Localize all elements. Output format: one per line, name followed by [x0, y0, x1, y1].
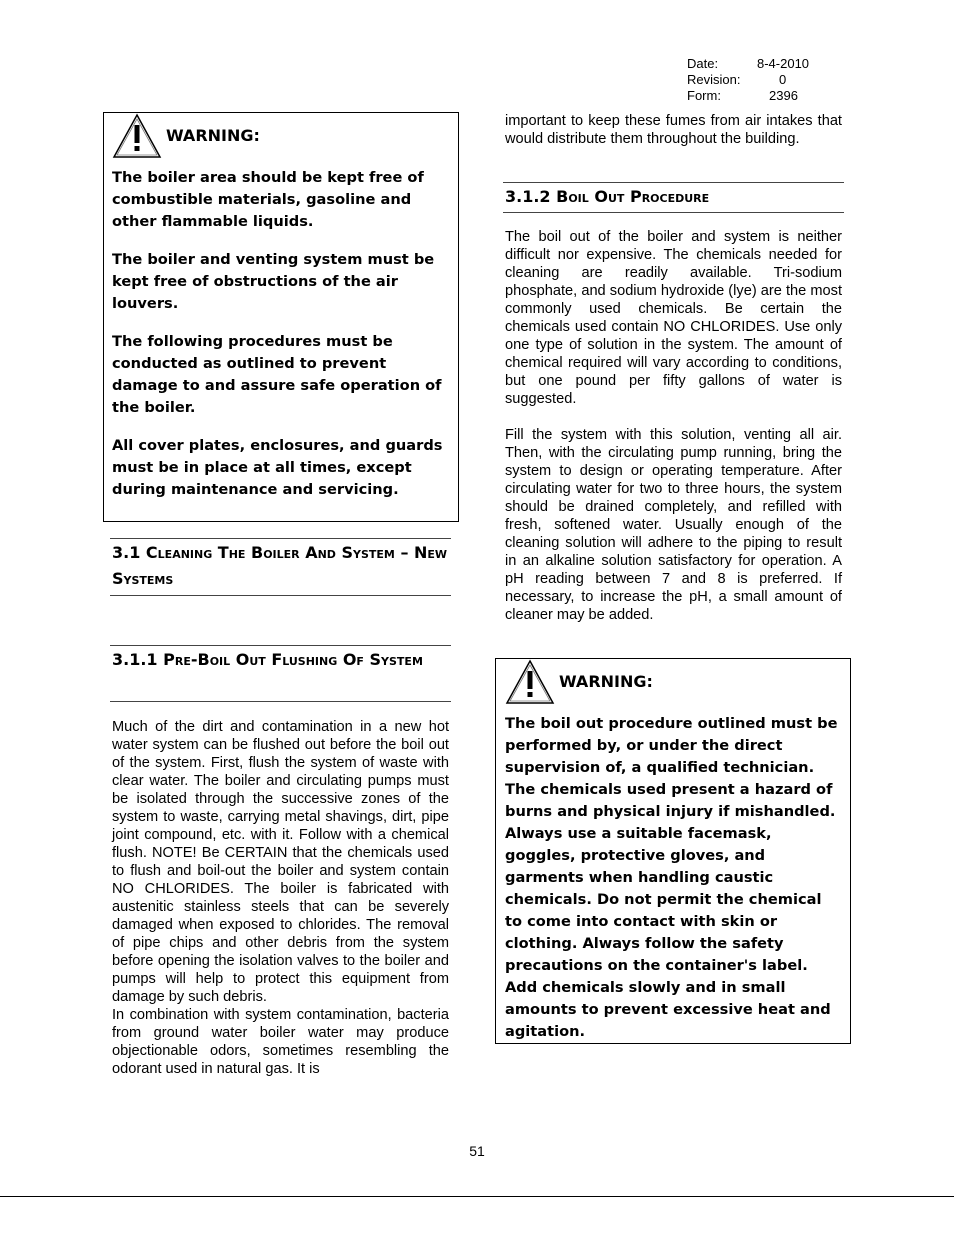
warning-paragraph: The boiler and venting system must be kept free of obstructions of the air louvers.	[112, 251, 435, 312]
footer-rule	[0, 1196, 954, 1197]
section-heading-3-1	[110, 538, 451, 596]
revision-label: Revision:	[687, 72, 741, 87]
section-body-3-1-1	[112, 718, 449, 1078]
section-title: Boil Out Procedure	[556, 187, 710, 206]
date-label: Date:	[687, 56, 719, 71]
page-number: 51	[469, 1143, 485, 1159]
warning-box-general	[103, 112, 459, 522]
section-heading-3-1-2	[503, 182, 844, 213]
document-header	[687, 56, 827, 104]
date-value: 8-4-2010	[757, 56, 810, 71]
revision-row	[687, 72, 827, 88]
body-paragraph: Fill the system with this solution, venting all air. Then, with the circulating pump running, bring the system to design or operating temperature. After circulating water for two to three hours, the system should be drained completely, and refilled with fresh, softened water. Usually enough of the cleaning solution will adhere to the piping to result in an alkaline solution satisfactory for operation. A pH reading between 7 and 8 is preferred. If necessary, to increase the pH, a small amount of cleaner may be added.	[505, 427, 842, 623]
section-number: 3.1	[112, 543, 141, 562]
form-label: Form:	[687, 88, 721, 103]
warning-header	[505, 661, 841, 709]
revision-value: 0	[779, 72, 787, 87]
warning-header	[112, 115, 450, 163]
warning-paragraph: All cover plates, enclosures, and guards must be in place at all times, except during maintenance and servicing.	[112, 437, 443, 498]
section-heading-3-1-1	[110, 645, 451, 702]
body-paragraph: In combination with system contamination, bacteria from ground water boiler water may produce objectionable odors, sometimes resembling the odorant used in natural gas. It is	[112, 1007, 449, 1077]
body-paragraph: important to keep these fumes from air intakes that would distribute them throughout the building.	[505, 113, 842, 147]
warning-paragraph: The boil out procedure outlined must be performed by, or under the direct supervision of, a qualified technician. The chemicals used present a hazard of burns and physical injury if mishandled. Always use a suitable facemask, goggles, protective gloves, and garments when handling caustic chemicals. Do not permit the chemical to come into contact with skin or clothing. Always follow the safety precautions on the container's label. Add chemicals slowly and in small amounts to prevent excessive heat and agitation.	[505, 715, 838, 1040]
warning-box-chemicals	[495, 658, 851, 1044]
date-row	[687, 56, 827, 72]
section-number: 3.1.2	[505, 187, 551, 206]
warning-paragraph: The boiler area should be kept free of combustible materials, gasoline and other flammable liquids.	[112, 169, 424, 230]
section-title: Cleaning The Boiler And System – New Systems	[112, 543, 448, 588]
warning-title: WARNING:	[166, 126, 260, 145]
warning-paragraph: The following procedures must be conducted as outlined to prevent damage to and assure safe operation of the boiler.	[112, 333, 442, 416]
warning-title: WARNING:	[559, 672, 653, 691]
section-title: Pre-Boil Out Flushing Of System	[163, 650, 423, 669]
body-paragraph: The boil out of the boiler and system is neither difficult nor expensive. The chemicals needed for cleaning are readily available. Tri-sodium phosphate, and sodium hydroxide (lye) are the most commonly used chemicals. Be certain the chemicals used contain NO CHLORIDES. Use only one type of solution in the system. The amount of chemical required will vary according to conditions, but one pound per fifty gallons of water is suggested.	[505, 229, 842, 407]
continuation-text	[505, 112, 842, 148]
body-paragraph: Much of the dirt and contamination in a new hot water system can be flushed out before the boil out of the system. First, flush the system of waste with clear water. The boiler and circulating pumps must be isolated through the successive zones of the system to waste, carrying metal shavings, dirt, pipe joint compound, etc. with it. Follow with a chemical flush. NOTE! Be CERTAIN that the chemicals used to flush and boil-out the boiler and system contain NO CHLORIDES. The boiler is fabricated with austenitic stainless steels that can be severely damaged when exposed to chlorides. The removal of pipe chips and other debris from the system before opening the isolation valves to the boiler and pumps will help to protect this equipment from damage by such debris.	[112, 719, 449, 1005]
section-body-3-1-2	[505, 228, 842, 624]
warning-triangle-icon	[505, 659, 555, 712]
form-row	[687, 88, 827, 104]
section-number: 3.1.1	[112, 650, 158, 669]
form-value: 2396	[769, 88, 798, 103]
warning-triangle-icon	[112, 113, 162, 166]
